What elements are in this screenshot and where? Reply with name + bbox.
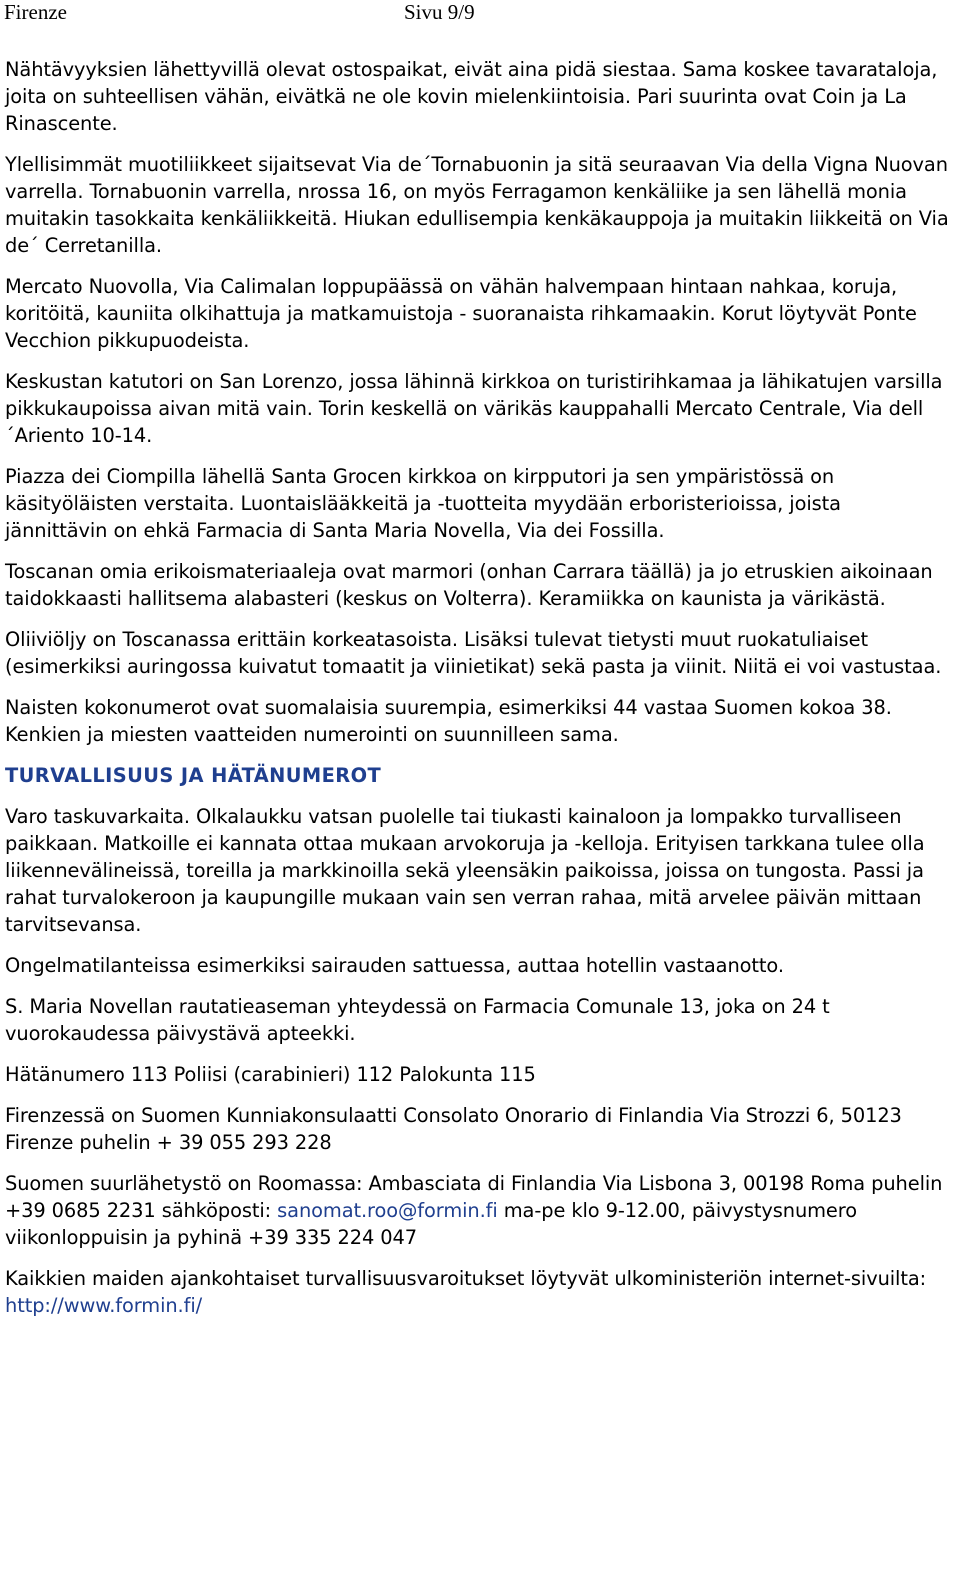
email-link[interactable]: sanomat.roo@formin.fi <box>277 1199 498 1222</box>
paragraph-pickpockets: Varo taskuvarkaita. Olkalaukku vatsan puolelle tai tiukasti kainaloon ja lompakko turvalliseen paikkaan. Matkoille ei kannata ottaa mukaan arvokoruja ja -kelloja. Erityisen tarkkana tulee olla liikennevälineissä, toreilla ja markkinoilla sekä yleensäkin paikoissa, joissa on tungosta. Passi ja rahat turvalokeroon ja kaupungille mukaan vain sen verran rahaa, mitä arvelee päivän mittaan tarvitsevansa. <box>5 805 925 936</box>
page-number: Sivu 9/9 <box>404 0 475 24</box>
paragraph-san-lorenzo: Keskustan katutori on San Lorenzo, jossa lähinnä kirkkoa on turistirihkamaa ja lähikatujen varsilla pikkukaupoissa aivan mitä vain. Torin keskellä on värikäs kauppahalli Mercato Centrale, Via dell´Ariento 10-14. <box>5 370 943 447</box>
embassy-line: Suomen suurlähetystö on Roomassa: <box>5 1172 363 1195</box>
embassy-line: Via Lisbona 3, 00198 Roma <box>602 1172 866 1195</box>
header-title: Firenze <box>4 0 67 24</box>
embassy-line: puhelin +39 0685 2231 <box>5 1172 943 1222</box>
paragraph-shopping-intro: Nähtävyyksien lähettyvillä olevat ostospaikat, eivät aina pidä siestaa. Sama koskee tavarataloja, joita on suhteellisen vähän, eivätkä ne ole kovin mielenkiintoisia. Pari suurinta ovat Coin ja La Rinascente. <box>5 58 938 135</box>
paragraph-sizes: Naisten kokonumerot ovat suomalaisia suurempia, esimerkiksi 44 vastaa Suomen kokoa 38. Kenkien ja miesten vaatteiden numerointi on suunnilleen sama. <box>5 696 892 746</box>
embassy-line: Ambasciata di Finlandia <box>368 1172 597 1195</box>
consulate-line: Via Strozzi 6, 50123 Firenze <box>5 1104 902 1154</box>
paragraph-materials: Toscanan omia erikoismateriaaleja ovat marmori (onhan Carrara täällä) ja jo etruskien aikoinaan taidokkaasti hallitsema alabasteri (keskus on Volterra). Keramiikka on kaunista ja värikästä. <box>5 560 933 610</box>
paragraph-mercato-nuovo: Mercato Nuovolla, Via Calimalan loppupäässä on vähän halvempaan hintaan nahkaa, koruja, koritöitä, kauniita olkihattuja ja matkamuistoja - suoranaista rihkamaakin. Korut löytyvät Ponte Vecchion pikkupuodeista. <box>5 275 917 352</box>
embassy-email-line <box>162 1199 498 1222</box>
consulate-line: Consolato Onorario di Finlandia <box>403 1104 704 1127</box>
paragraph-olive-oil: Oliiviöljy on Toscanassa erittäin korkeatasoista. Lisäksi tulevat tietysti muut ruokatuliaiset (esimerkiksi auringossa kuivatut tomaatit ja viinietikat) sekä pasta ja viinit. Niitä ei voi vastustaa. <box>5 628 942 678</box>
fire-number-line: Palokunta 115 <box>399 1063 536 1086</box>
paragraph-fashion-shops: Ylellisimmät muotiliikkeet sijaitsevat Via de´Tornabuonin ja sitä seuraavan Via della Vigna Nuovan varrella. Tornabuonin varrella, nrossa 16, on myös Ferragamon kenkäliike ja sen lähellä monia muitakin tasokkaita kenkäliikkeitä. Hiukan edullisempia kenkäkauppoja ja muitakin liikkeitä on Via de´ Cerretanilla. <box>5 153 949 257</box>
paragraph-pharmacy: S. Maria Novellan rautatieaseman yhteydessä on Farmacia Comunale 13, joka on 24 t vuorokaudessa päivystävä apteekki. <box>5 995 830 1045</box>
paragraph-piazza-ciompi: Piazza dei Ciompilla lähellä Santa Grocen kirkkoa on kirpputori ja sen ympäristössä on käsityöläisten verstaita. Luontaislääkkeitä ja -tuotteita myydään erboristerioissa, joista jännittävin on ehkä Farmacia di Santa Maria Novella, Via dei Fossilla. <box>5 465 841 542</box>
paragraph-problems: Ongelmatilanteissa esimerkiksi sairauden sattuessa, auttaa hotellin vastaanotto. <box>5 954 784 977</box>
page-header <box>4 0 944 28</box>
section-title-safety: TURVALLISUUS JA HÄTÄNUMEROT <box>5 764 382 787</box>
emergency-numbers <box>5 1061 949 1088</box>
consulate-line: Firenzessä on Suomen Kunniakonsulaatti <box>5 1104 398 1127</box>
embassy-block <box>5 1170 949 1251</box>
emergency-number-line: Hätänumero 113 <box>5 1063 168 1086</box>
formin-link[interactable]: http://www.formin.fi/ <box>5 1294 203 1317</box>
embassy-hours-line: ma-pe klo 9-12.00, päivystysnumero viikonloppuisin ja pyhinä +39 335 224 047 <box>5 1199 857 1249</box>
consulate-block <box>5 1102 949 1156</box>
travel-warnings-text: Kaikkien maiden ajankohtaiset turvallisuusvaroitukset löytyvät ulkoministeriön internet-sivuilta: <box>5 1267 927 1290</box>
police-number-line: Poliisi (carabinieri) 112 <box>173 1063 394 1086</box>
consulate-line: puhelin + 39 055 293 228 <box>79 1131 332 1154</box>
document-body <box>5 56 949 1333</box>
paragraph-travel-warnings <box>5 1265 949 1319</box>
email-label: sähköposti: <box>161 1199 278 1222</box>
